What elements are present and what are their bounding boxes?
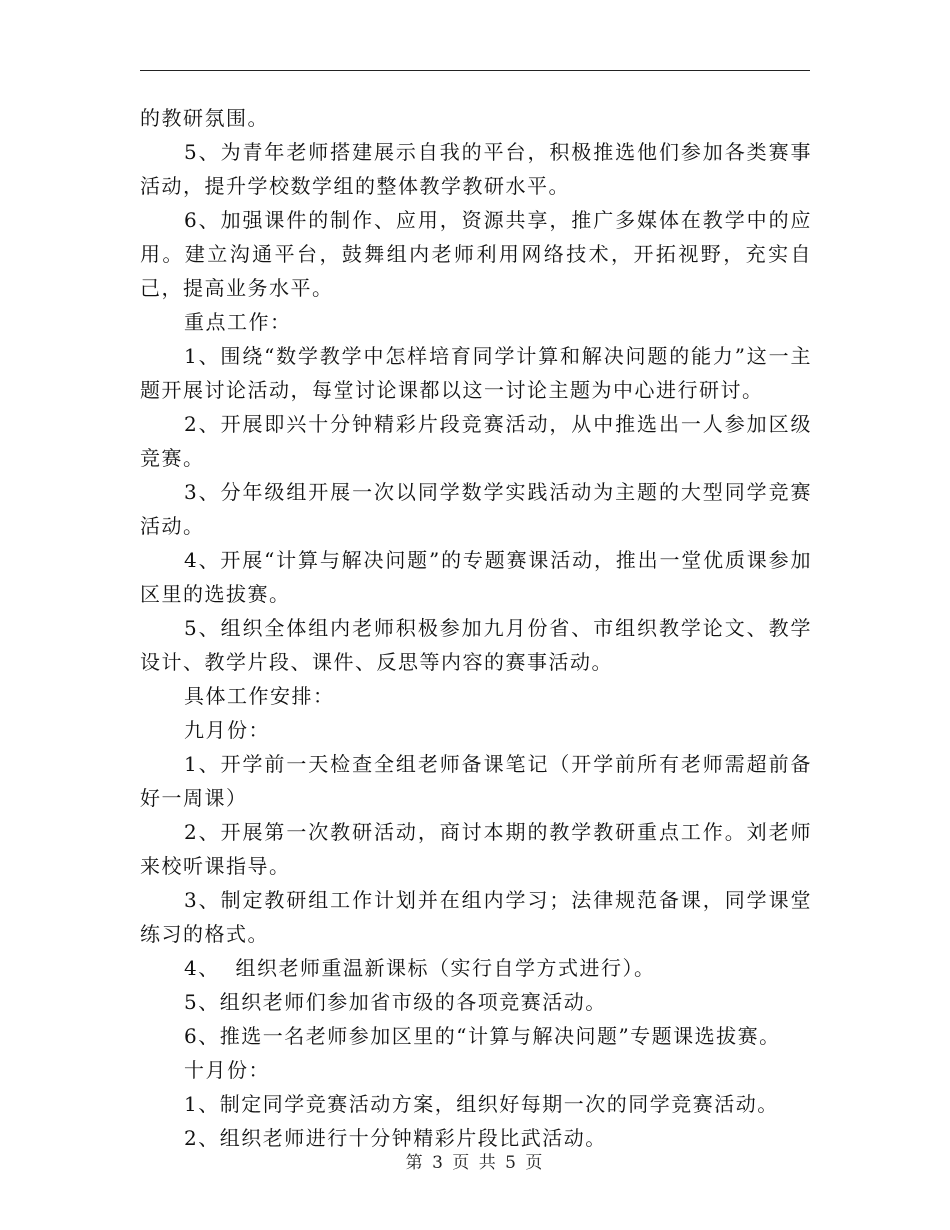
paragraph-13: 2、开展第一次教研活动，商讨本期的教学教研重点工作。刘老师来校听课指导。 [140, 820, 812, 878]
section-heading-schedule: 具体工作安排： [184, 684, 335, 708]
section-heading-key-work: 重点工作： [184, 310, 292, 334]
paragraph-16: 5、组织老师们参加省市级的各项竞赛活动。 [184, 990, 607, 1014]
page-number: 第 3 页 共 5 页 [405, 1153, 545, 1173]
paragraph-20: 2、组织老师进行十分钟精彩片段比武活动。 [184, 1126, 607, 1150]
month-heading-september: 九月份： [184, 718, 270, 742]
document-body [140, 101, 812, 1155]
paragraph-6: 2、开展即兴十分钟精彩片段竞赛活动，从中推选出一人参加区级竞赛。 [140, 412, 812, 470]
paragraph-1: 的教研氛围。 [140, 106, 269, 130]
paragraph-8: 4、开展“计算与解决问题”的专题赛课活动，推出一堂优质课参加区里的选拔赛。 [140, 548, 812, 606]
header-rule [140, 70, 810, 71]
paragraph-3: 6、加强课件的制作、应用，资源共享，推广多媒体在教学中的应用。建立沟通平台，鼓舞组内老师利用网络技术，开拓视野，充实自己，提高业务水平。 [140, 208, 812, 300]
paragraph-15: 4、 组织老师重温新课标（实行自学方式进行）。 [184, 956, 656, 980]
paragraph-19: 1、制定同学竞赛活动方案，组织好每期一次的同学竞赛活动。 [184, 1092, 779, 1116]
paragraph-7: 3、分年级组开展一次以同学数学实践活动为主题的大型同学竞赛活动。 [140, 480, 812, 538]
paragraph-9: 5、组织全体组内老师积极参加九月份省、市组织教学论文、教学设计、教学片段、课件、反思等内容的赛事活动。 [140, 616, 812, 674]
paragraph-5: 1、围绕“数学教学中怎样培育同学计算和解决问题的能力”这一主题开展讨论活动，每堂讨论课都以这一讨论主题为中心进行研讨。 [140, 344, 812, 402]
paragraph-12: 1、开学前一天检查全组老师备课笔记（开学前所有老师需超前备好一周课） [140, 752, 812, 810]
paragraph-14: 3、制定教研组工作计划并在组内学习；法律规范备课，同学课堂练习的格式。 [140, 888, 812, 946]
paragraph-2: 5、为青年老师搭建展示自我的平台，积极推选他们参加各类赛事活动，提升学校数学组的整体教学教研水平。 [140, 140, 812, 198]
month-heading-october: 十月份： [184, 1058, 270, 1082]
paragraph-17: 6、推选一名老师参加区里的“计算与解决问题”专题课选拔赛。 [184, 1024, 781, 1048]
